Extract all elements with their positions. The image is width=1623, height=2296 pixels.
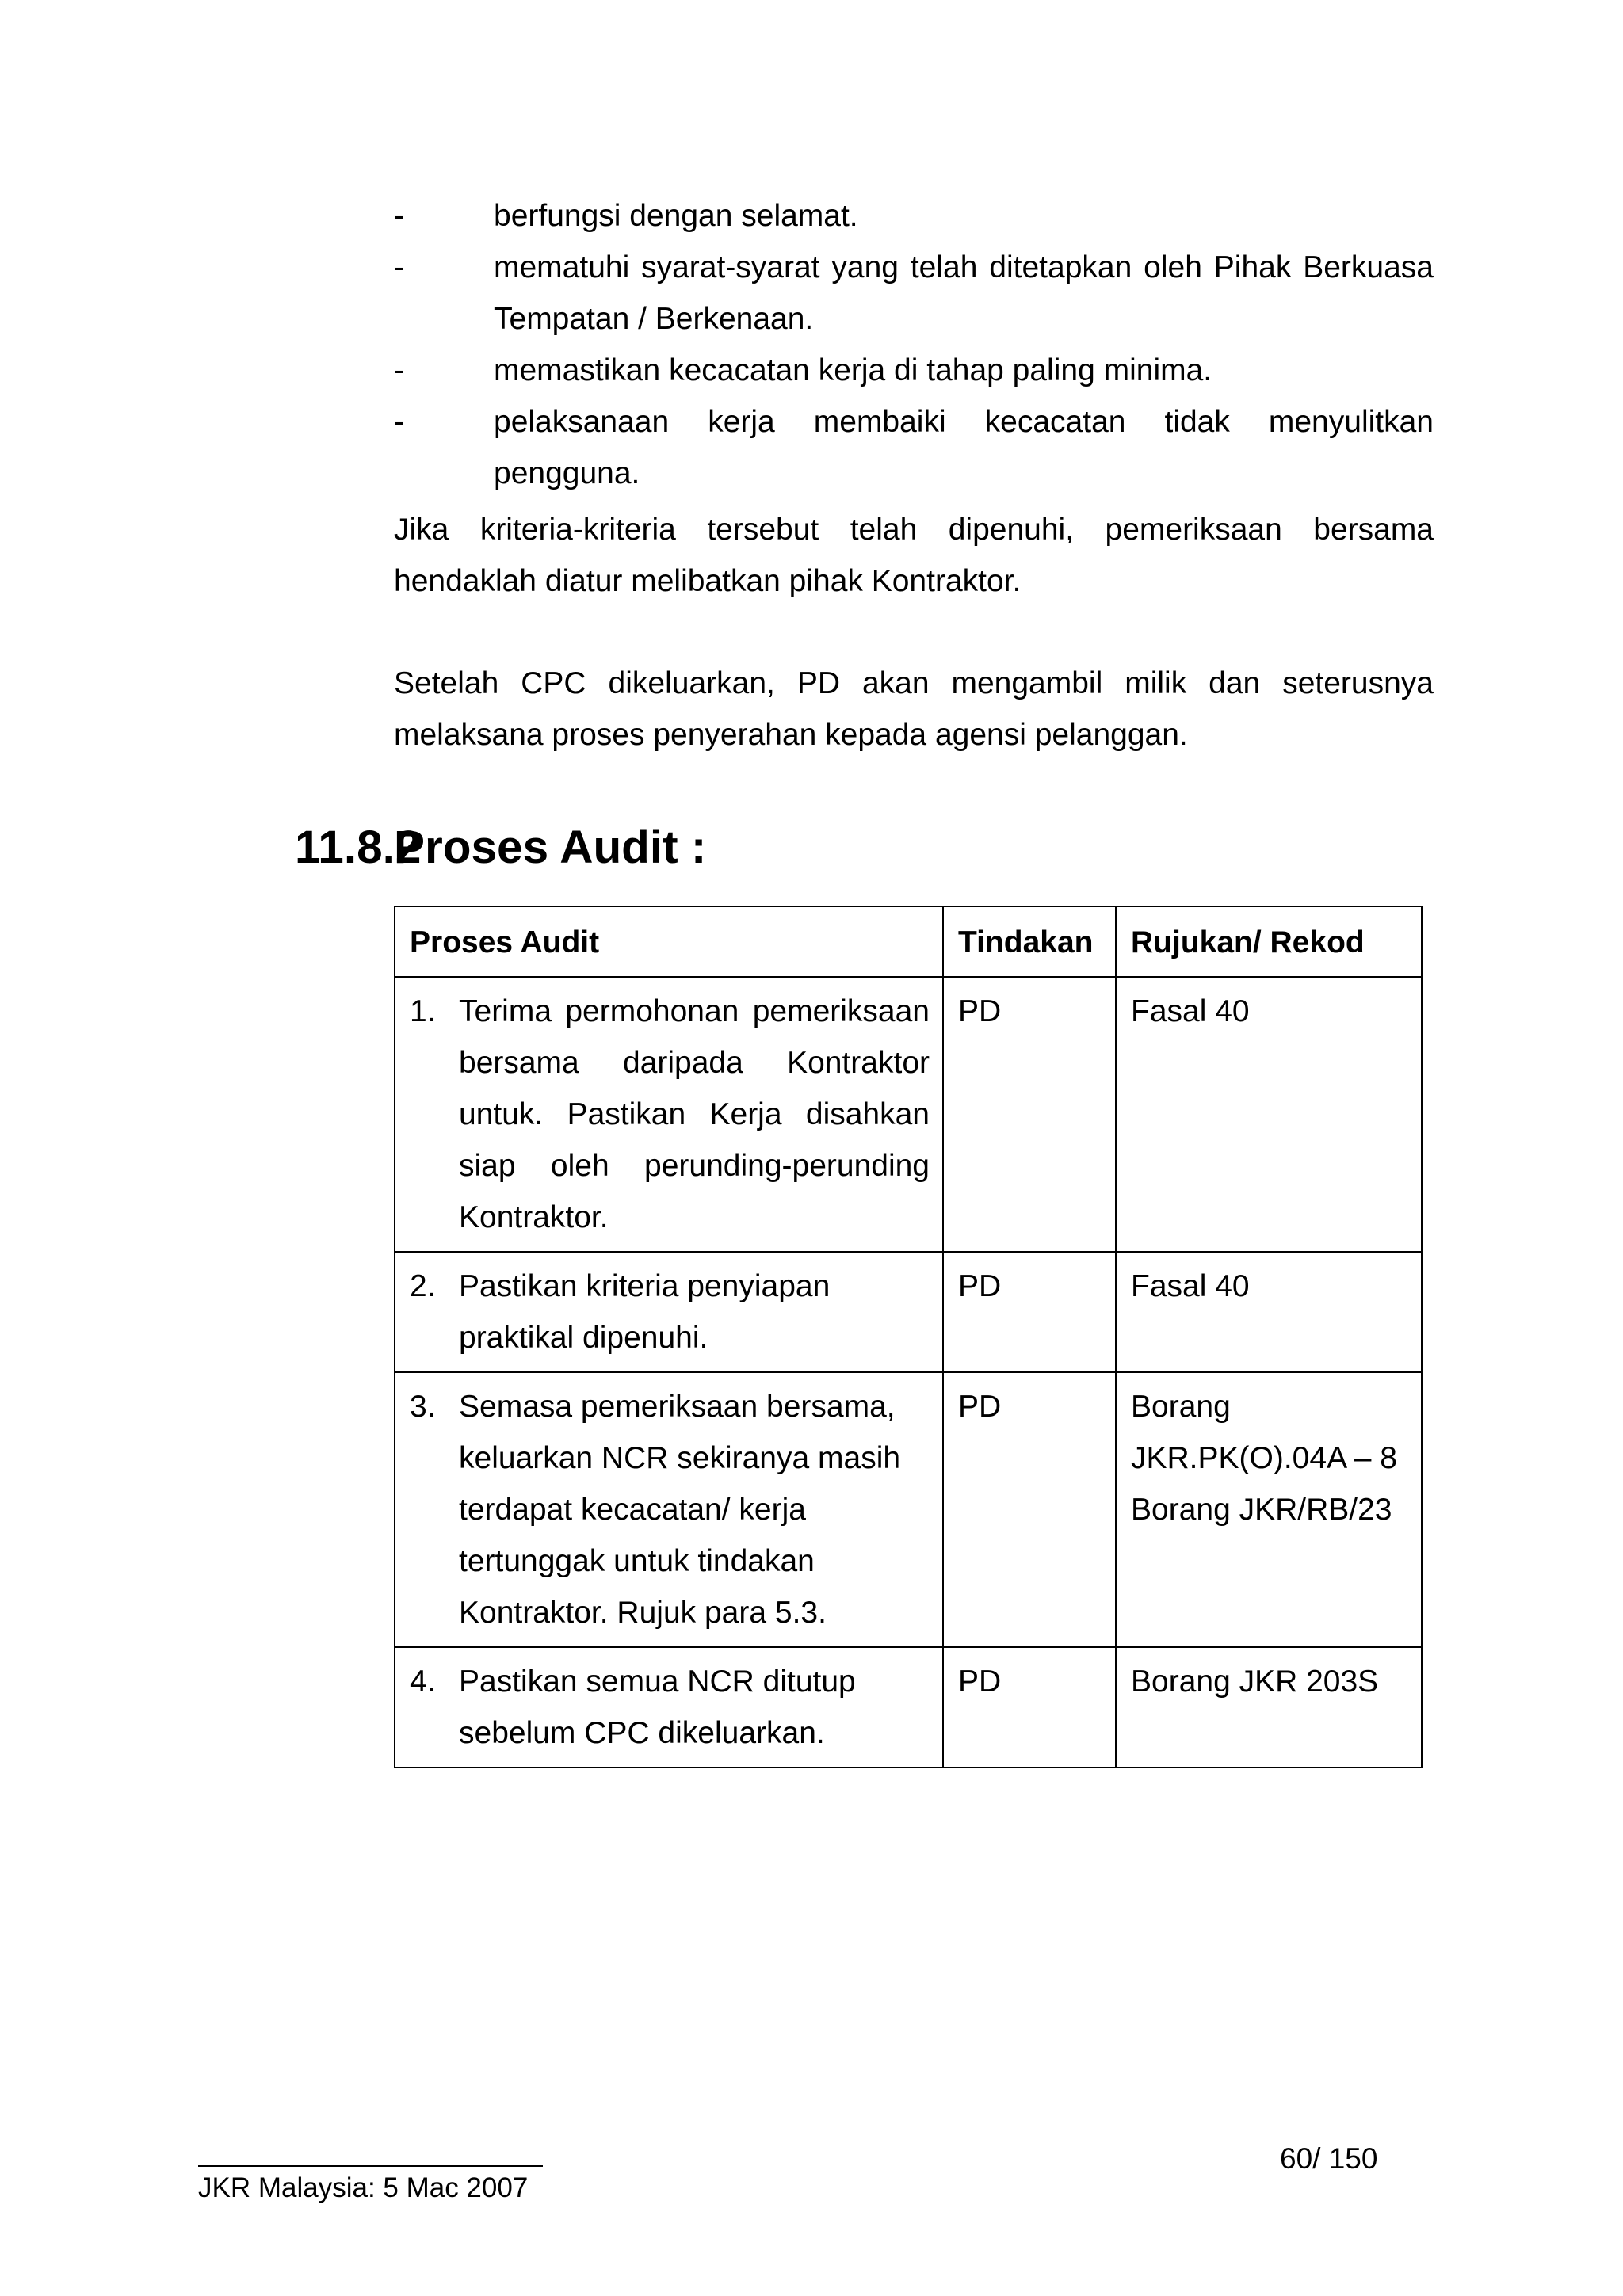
footer-text: JKR Malaysia: 5 Mac 2007 [198,2172,529,2203]
bullet-text: pelaksanaan kerja membaiki kecacatan tidak menyulitkan pengguna. [494,405,1434,490]
page-number: 60/ 150 [1280,2142,1378,2175]
reference-line: Borang JKR 203S [1131,1665,1379,1699]
reference-line: Fasal 40 [1131,994,1250,1028]
table-row [395,977,1422,1252]
step-text: Pastikan kriteria penyiapan praktikal dipenuhi. [459,1269,831,1355]
action-cell: PD [943,1647,1116,1768]
bullet-item [394,396,1434,499]
bullet-text: memastikan kecacatan kerja di tahap paling minima. [494,353,1212,387]
bullet-item [394,242,1434,345]
table-row [395,1372,1422,1647]
column-header-action: Tindakan [943,906,1116,977]
table-row [395,1252,1422,1372]
process-cell [395,1647,943,1768]
process-step [410,986,930,1243]
process-step [410,1656,930,1759]
table-row [395,1647,1422,1768]
reference-cell [1116,977,1422,1252]
paragraph-inspection-criteria: Jika kriteria-kriteria tersebut telah dipenuhi, pemeriksaan bersama hendaklah diatur melibatkan pihak Kontraktor. [394,513,1434,598]
bullet-dash: - [394,199,404,233]
section-number: 11.8.2 [295,822,422,873]
process-cell [395,1252,943,1372]
bullet-text: mematuhi syarat-syarat yang telah ditetapkan oleh Pihak Berkuasa Tempatan / Berkenaan. [494,250,1434,336]
step-number: 3. [410,1390,436,1424]
section-heading [295,822,706,873]
reference-line: Borang [1131,1390,1231,1424]
reference-cell [1116,1372,1422,1647]
table-header-row [395,906,1422,977]
action-cell: PD [943,1372,1116,1647]
bullet-dash: - [394,405,404,439]
bullet-item [394,190,1434,242]
reference-line: Fasal 40 [1131,1269,1250,1303]
process-cell [395,1372,943,1647]
paragraph-cpc-handover: Setelah CPC dikeluarkan, PD akan mengambil milik dan seterusnya melaksana proses penyerahan kepada agensi pelanggan. [394,666,1434,752]
step-text: Semasa pemeriksaan bersama, keluarkan NCR sekiranya masih terdapat kecacatan/ kerja tertunggak untuk tindakan Kontraktor. Rujuk para 5.3. [459,1390,901,1630]
step-number: 1. [410,994,436,1028]
column-header-process: Proses Audit [395,906,943,977]
column-header-reference: Rujukan/ Rekod [1116,906,1422,977]
reference-line: Borang JKR/RB/23 [1131,1493,1392,1527]
footer-divider [198,2165,543,2167]
bullet-dash: - [394,250,404,284]
step-number: 2. [410,1269,436,1303]
bullet-text: berfungsi dengan selamat. [494,199,858,233]
action-cell: PD [943,1252,1116,1372]
process-cell [395,977,943,1252]
step-number: 4. [410,1665,436,1699]
step-text: Pastikan semua NCR ditutup sebelum CPC dikeluarkan. [459,1665,856,1750]
bullet-list [394,190,1434,499]
process-step [410,1261,930,1363]
bullet-item [394,345,1434,396]
step-text: Terima permohonan pemeriksaan bersama daripada Kontraktor untuk. Pastikan Kerja disahkan siap oleh perunding-perunding Kontraktor. [459,994,930,1234]
action-cell: PD [943,977,1116,1252]
reference-cell [1116,1647,1422,1768]
bullet-dash: - [394,353,404,387]
reference-line: JKR.PK(O).04A – 8 [1131,1441,1397,1475]
audit-process-table [394,906,1423,1768]
section-title: Proses Audit : [394,822,707,873]
reference-cell [1116,1252,1422,1372]
process-step [410,1381,930,1638]
